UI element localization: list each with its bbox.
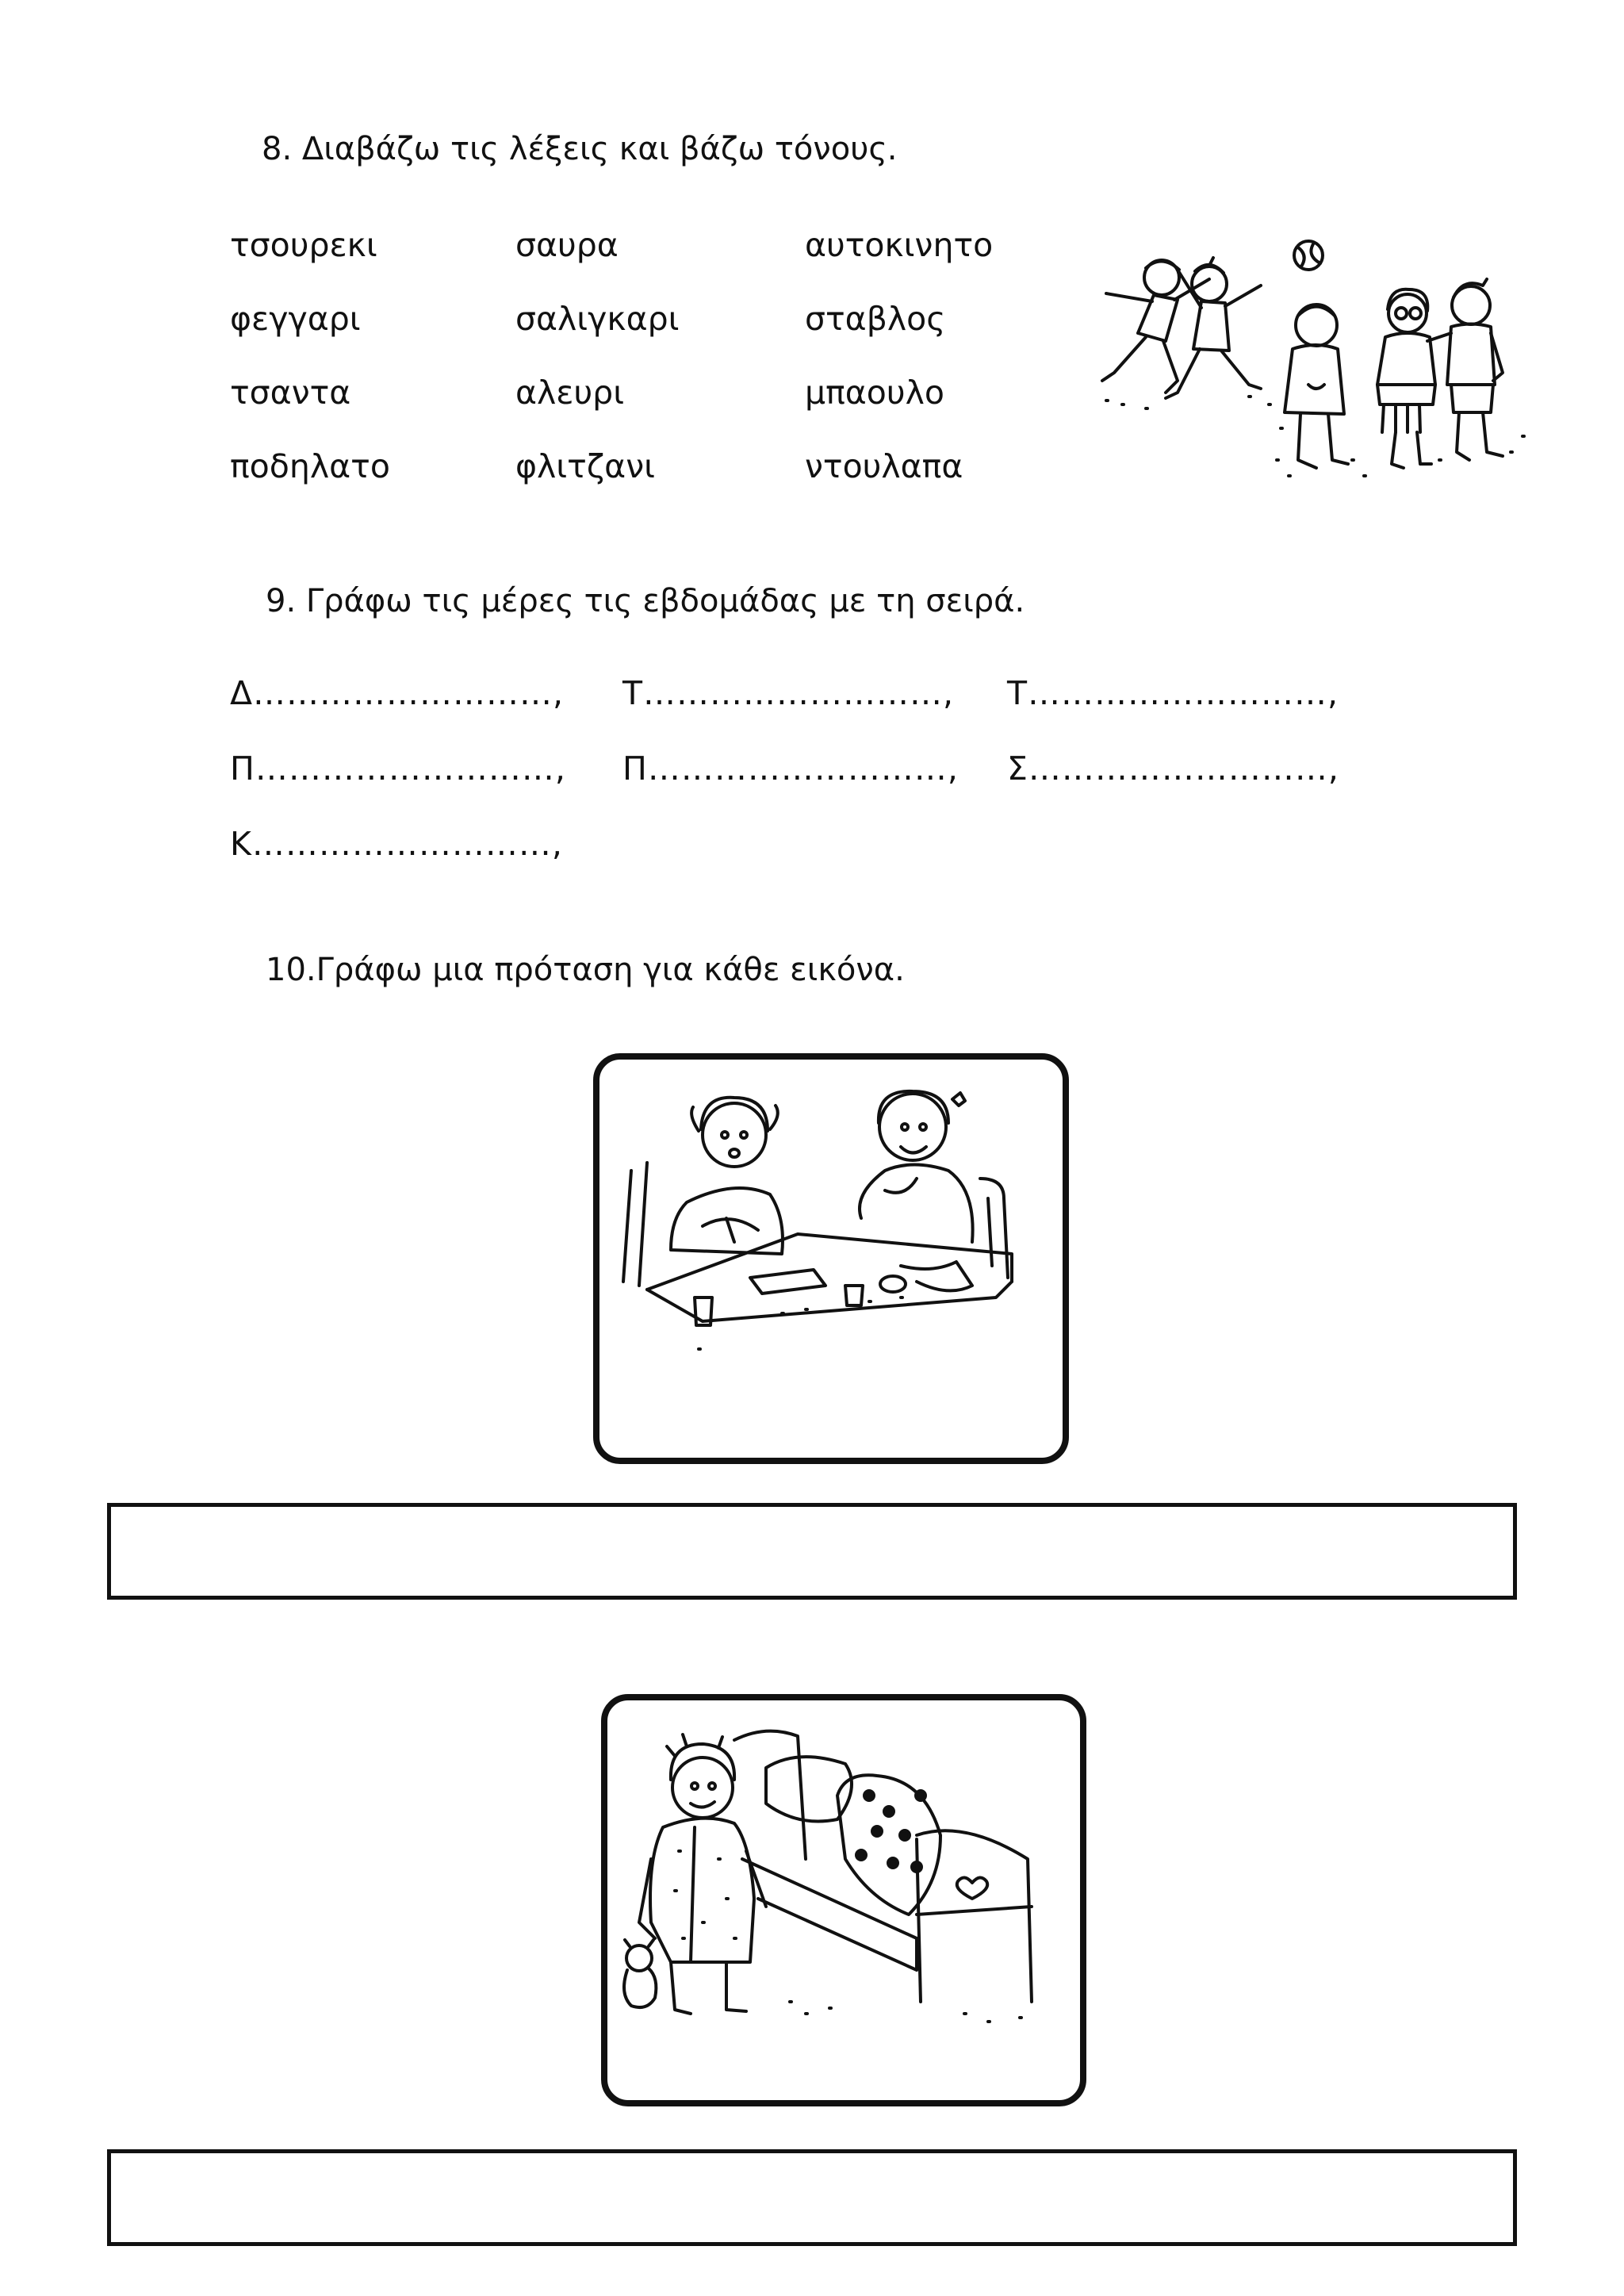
weekday-blank[interactable]: Τ………………………, xyxy=(1007,674,1339,712)
word: φεγγαρι xyxy=(230,300,361,338)
weekday-blank[interactable]: Δ………………………, xyxy=(230,674,565,712)
word: τσουρεκι xyxy=(230,226,377,264)
word: ποδηλατο xyxy=(230,447,390,485)
answer-box-2[interactable] xyxy=(107,2149,1517,2246)
children-playing-ball-icon xyxy=(1090,222,1534,500)
word: τσαντα xyxy=(230,374,351,412)
word: μπαουλο xyxy=(805,374,944,412)
weekday-blank[interactable]: Κ………………………, xyxy=(230,825,563,863)
exercise-10-instruction: 10.Γράφω μια πρόταση για κάθε εικόνα. xyxy=(266,952,905,988)
weekday-blank[interactable]: Π………………………, xyxy=(622,749,959,788)
word: αυτοκινητο xyxy=(805,226,994,264)
picture-frame-bedtime xyxy=(601,1694,1086,2106)
exercise-9-instruction: 9. Γράφω τις μέρες τις εβδομάδας με τη σειρά. xyxy=(266,583,1025,619)
word: φλιτζανι xyxy=(515,447,655,485)
child-going-to-bed-icon xyxy=(607,1700,1080,2100)
word: σαυρα xyxy=(515,226,619,264)
word: σαλιγκαρι xyxy=(515,300,680,338)
weekday-blank[interactable]: Σ………………………, xyxy=(1007,749,1339,788)
word: ντουλαπα xyxy=(805,447,963,485)
answer-box-1[interactable] xyxy=(107,1503,1517,1600)
word: αλευρι xyxy=(515,374,625,412)
children-eating-breakfast-icon xyxy=(599,1060,1063,1458)
picture-frame-breakfast xyxy=(593,1053,1069,1464)
exercise-8-instruction: 8. Διαβάζω τις λέξεις και βάζω τόνους. xyxy=(262,131,898,167)
weekday-blank[interactable]: Τ………………………, xyxy=(622,674,955,712)
weekday-blank[interactable]: Π………………………, xyxy=(230,749,566,788)
word: σταβλος xyxy=(805,300,946,338)
